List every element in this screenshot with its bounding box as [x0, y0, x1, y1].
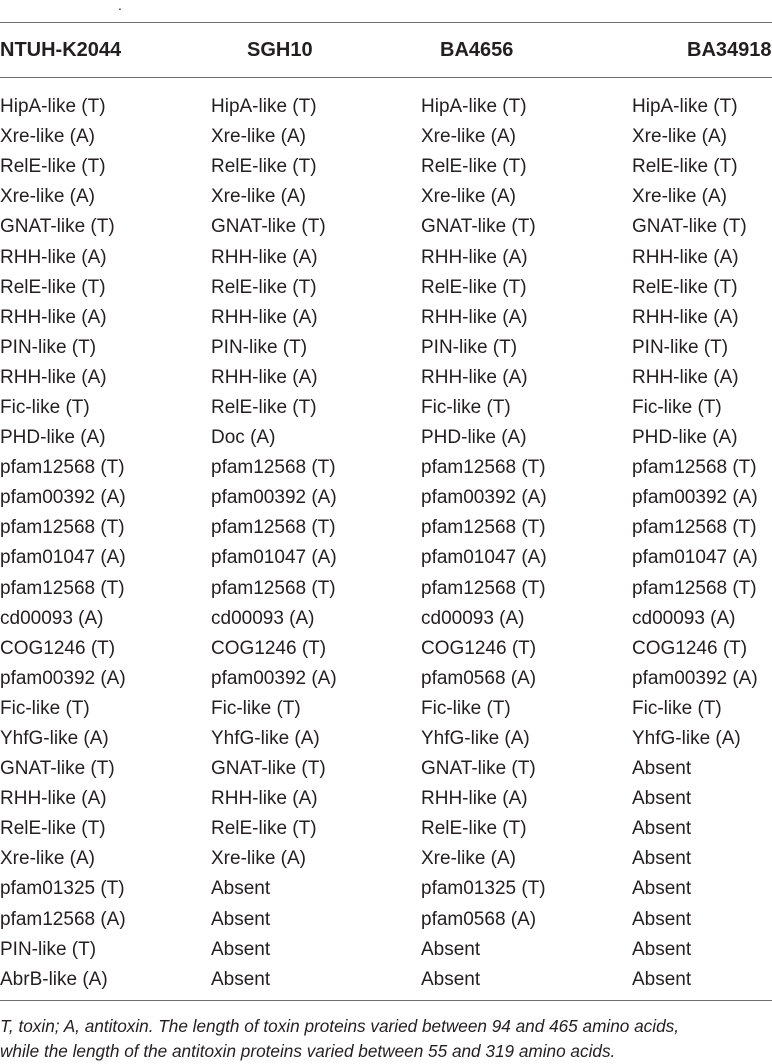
table-cell-ntuh-k2044: pfam01047 (A) [0, 547, 126, 569]
table-row [0, 935, 772, 965]
table-row [0, 784, 772, 814]
table-cell-ba34918: RelE-like (T) [632, 156, 738, 178]
table-cell-ntuh-k2044: Xre-like (A) [0, 126, 96, 148]
table-cell-sgh10: pfam12568 (T) [211, 517, 336, 539]
table-cell-ba34918: Absent [632, 758, 692, 780]
table-cell-ba4656: RHH-like (A) [421, 788, 528, 810]
table-footnote [0, 1014, 772, 1064]
table-cell-ba34918: RHH-like (A) [632, 306, 739, 328]
table-row [0, 543, 772, 573]
table-row [0, 814, 772, 844]
table-cell-sgh10: Absent [211, 968, 271, 990]
table-cell-sgh10: GNAT-like (T) [211, 758, 326, 780]
table-cell-ba34918: Absent [632, 848, 692, 870]
table-cell-ntuh-k2044: pfam12568 (A) [0, 908, 126, 930]
table-cell-sgh10: Absent [211, 908, 271, 930]
table-cell-ba34918: Absent [632, 968, 692, 990]
table-cell-ba4656: PIN-like (T) [421, 336, 518, 358]
table-bottom-rule [0, 1000, 772, 1001]
table-cell-ntuh-k2044: RHH-like (A) [0, 788, 107, 810]
table-cell-sgh10: RHH-like (A) [211, 788, 318, 810]
table-cell-ba4656: HipA-like (T) [421, 96, 527, 118]
table-cell-ba4656: YhfG-like (A) [421, 728, 530, 750]
table-cell-ba34918: Xre-like (A) [632, 126, 728, 148]
table-cell-ba34918: Xre-like (A) [632, 186, 728, 208]
table-row [0, 513, 772, 543]
table-cell-sgh10: pfam12568 (T) [211, 457, 336, 479]
table-cell-ba4656: COG1246 (T) [421, 637, 537, 659]
table-cell-sgh10: HipA-like (T) [211, 96, 317, 118]
table-cell-ba34918: RHH-like (A) [632, 246, 739, 268]
table-cell-ntuh-k2044: HipA-like (T) [0, 96, 106, 118]
table-cell-ba4656: Fic-like (T) [421, 697, 511, 719]
table-row [0, 483, 772, 513]
table-cell-ba34918: Absent [632, 938, 692, 960]
table-cell-ba4656: pfam12568 (T) [421, 517, 546, 539]
table-row [0, 363, 772, 393]
table-cell-sgh10: pfam12568 (T) [211, 577, 336, 599]
table-cell-ntuh-k2044: RHH-like (A) [0, 366, 107, 388]
table-cell-ba4656: GNAT-like (T) [421, 758, 536, 780]
table-row [0, 333, 772, 363]
table-row [0, 874, 772, 904]
table-cell-ntuh-k2044: RelE-like (T) [0, 156, 106, 178]
table-cell-ba34918: pfam12568 (T) [632, 517, 757, 539]
table-cell-ba4656: RelE-like (T) [421, 276, 527, 298]
table-cell-ba34918: pfam12568 (T) [632, 577, 757, 599]
table-cell-sgh10: Xre-like (A) [211, 126, 307, 148]
table-cell-ba4656: pfam12568 (T) [421, 577, 546, 599]
table-cell-ntuh-k2044: RelE-like (T) [0, 276, 106, 298]
table-cell-ba34918: pfam12568 (T) [632, 457, 757, 479]
table-cell-ba34918: YhfG-like (A) [632, 728, 741, 750]
table-cell-ba4656: RHH-like (A) [421, 246, 528, 268]
table-cell-sgh10: pfam00392 (A) [211, 667, 337, 689]
table-row [0, 965, 772, 995]
table-cell-ba34918: Absent [632, 908, 692, 930]
table-cell-ba4656: pfam00392 (A) [421, 487, 547, 509]
top-mark: . [118, 0, 122, 13]
table-cell-ba4656: Absent [421, 968, 481, 990]
table-row [0, 303, 772, 333]
table-row [0, 77, 772, 122]
table-cell-ntuh-k2044: PIN-like (T) [0, 336, 97, 358]
table-row [0, 604, 772, 634]
table-cell-ba4656: RelE-like (T) [421, 818, 527, 840]
table-row [0, 634, 772, 664]
table-cell-sgh10: Absent [211, 938, 271, 960]
column-header-sgh10: SGH10 [247, 38, 313, 61]
table-row [0, 844, 772, 874]
table-cell-ba4656: pfam12568 (T) [421, 457, 546, 479]
table-cell-ntuh-k2044: YhfG-like (A) [0, 728, 109, 750]
table-cell-ba4656: cd00093 (A) [421, 607, 525, 629]
table-cell-sgh10: GNAT-like (T) [211, 216, 326, 238]
column-header-ba4656: BA4656 [440, 38, 514, 61]
table-cell-sgh10: RelE-like (T) [211, 156, 317, 178]
table-cell-ba4656: pfam0568 (A) [421, 908, 537, 930]
table-cell-sgh10: RHH-like (A) [211, 366, 318, 388]
table-body [0, 77, 772, 995]
table-cell-ba34918: RHH-like (A) [632, 366, 739, 388]
table-cell-ba34918: pfam00392 (A) [632, 667, 758, 689]
table-cell-ba4656: RHH-like (A) [421, 306, 528, 328]
table-row [0, 694, 772, 724]
table-cell-ntuh-k2044: pfam00392 (A) [0, 487, 126, 509]
header-row [0, 23, 772, 77]
table-cell-sgh10: pfam00392 (A) [211, 487, 337, 509]
table-cell-ba4656: Fic-like (T) [421, 396, 511, 418]
table-cell-ba34918: pfam00392 (A) [632, 487, 758, 509]
table-cell-ntuh-k2044: pfam12568 (T) [0, 577, 125, 599]
table-cell-ntuh-k2044: pfam00392 (A) [0, 667, 126, 689]
table-cell-ba34918: cd00093 (A) [632, 607, 736, 629]
table-cell-ba4656: Xre-like (A) [421, 848, 517, 870]
table-cell-ntuh-k2044: pfam12568 (T) [0, 517, 125, 539]
table-cell-ba34918: PIN-like (T) [632, 336, 729, 358]
table-cell-sgh10: RelE-like (T) [211, 276, 317, 298]
table-row [0, 273, 772, 303]
table-cell-ba34918: Absent [632, 788, 692, 810]
column-header-ntuh-k2044: NTUH-K2044 [0, 38, 122, 61]
table-cell-sgh10: RHH-like (A) [211, 306, 318, 328]
table-cell-sgh10: pfam01047 (A) [211, 547, 337, 569]
table-row [0, 905, 772, 935]
table-cell-ba4656: Xre-like (A) [421, 126, 517, 148]
table-cell-ntuh-k2044: Fic-like (T) [0, 396, 90, 418]
table-cell-sgh10: Absent [211, 878, 271, 900]
table-cell-sgh10: Xre-like (A) [211, 848, 307, 870]
table-cell-ba4656: GNAT-like (T) [421, 216, 536, 238]
footnote-line-1: T, toxin; A, antitoxin. The length of toxin proteins varied between 94 and 465 amino acids, [0, 1016, 680, 1036]
table-cell-sgh10: Fic-like (T) [211, 697, 301, 719]
table-cell-sgh10: Xre-like (A) [211, 186, 307, 208]
table-cell-ba34918: Absent [632, 818, 692, 840]
table-cell-ba4656: RHH-like (A) [421, 366, 528, 388]
column-header-ba34918: BA34918 [687, 38, 772, 61]
table-cell-ntuh-k2044: pfam12568 (T) [0, 457, 125, 479]
table-cell-ba34918: PHD-like (A) [632, 427, 738, 449]
table-cell-ba4656: Absent [421, 938, 481, 960]
table-cell-ba34918: RelE-like (T) [632, 276, 738, 298]
table-row [0, 393, 772, 423]
table-cell-ba4656: pfam0568 (A) [421, 667, 537, 689]
table-row [0, 423, 772, 453]
table-cell-sgh10: RHH-like (A) [211, 246, 318, 268]
table-cell-ba34918: COG1246 (T) [632, 637, 748, 659]
table-cell-sgh10: RelE-like (T) [211, 818, 317, 840]
table-cell-sgh10: COG1246 (T) [211, 637, 327, 659]
table-row [0, 453, 772, 483]
table-row [0, 664, 772, 694]
table-cell-ba34918: Absent [632, 878, 692, 900]
table-cell-ba34918: pfam01047 (A) [632, 547, 758, 569]
table-cell-sgh10: cd00093 (A) [211, 607, 315, 629]
table-cell-ntuh-k2044: RHH-like (A) [0, 306, 107, 328]
table-cell-ntuh-k2044: Xre-like (A) [0, 848, 96, 870]
table-cell-ba4656: Xre-like (A) [421, 186, 517, 208]
table-row [0, 574, 772, 604]
table-cell-sgh10: YhfG-like (A) [211, 728, 320, 750]
table-cell-ba4656: RelE-like (T) [421, 156, 527, 178]
table-cell-ntuh-k2044: AbrB-like (A) [0, 968, 108, 990]
table-cell-ntuh-k2044: GNAT-like (T) [0, 216, 115, 238]
table-row [0, 754, 772, 784]
table-cell-sgh10: RelE-like (T) [211, 396, 317, 418]
table-cell-ba4656: pfam01047 (A) [421, 547, 547, 569]
table-cell-ntuh-k2044: RelE-like (T) [0, 818, 106, 840]
table-cell-ba34918: HipA-like (T) [632, 96, 738, 118]
footnote-line-2: while the length of the antitoxin proteins varied between 55 and 319 amino acids. [0, 1041, 616, 1061]
table-cell-ba4656: PHD-like (A) [421, 427, 527, 449]
table-cell-ntuh-k2044: Xre-like (A) [0, 186, 96, 208]
table-cell-ba34918: Fic-like (T) [632, 697, 722, 719]
table-row [0, 122, 772, 152]
table-cell-ba4656: pfam01325 (T) [421, 878, 546, 900]
table-cell-ntuh-k2044: pfam01325 (T) [0, 878, 125, 900]
table-cell-ntuh-k2044: GNAT-like (T) [0, 758, 115, 780]
table-cell-ba34918: GNAT-like (T) [632, 216, 747, 238]
table-cell-ntuh-k2044: RHH-like (A) [0, 246, 107, 268]
table-row [0, 212, 772, 242]
table-row [0, 724, 772, 754]
table-row [0, 182, 772, 212]
table-cell-sgh10: Doc (A) [211, 427, 276, 449]
table-cell-ntuh-k2044: PIN-like (T) [0, 938, 97, 960]
table-cell-ntuh-k2044: cd00093 (A) [0, 607, 104, 629]
table-row [0, 242, 772, 272]
table-cell-ntuh-k2044: PHD-like (A) [0, 427, 106, 449]
toxin-antitoxin-table [0, 23, 772, 995]
table-row [0, 152, 772, 182]
table-cell-ntuh-k2044: COG1246 (T) [0, 637, 116, 659]
table-cell-ntuh-k2044: Fic-like (T) [0, 697, 90, 719]
table-cell-ba34918: Fic-like (T) [632, 396, 722, 418]
table-cell-sgh10: PIN-like (T) [211, 336, 308, 358]
